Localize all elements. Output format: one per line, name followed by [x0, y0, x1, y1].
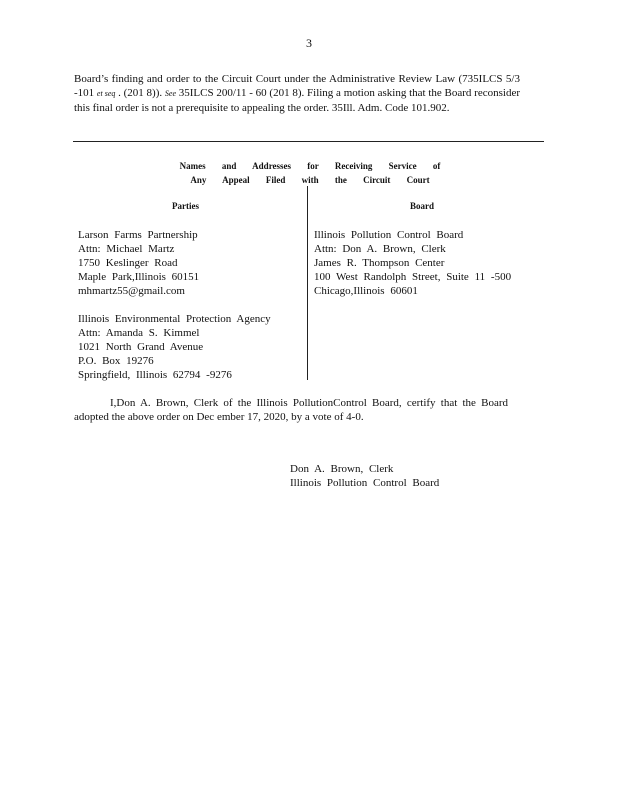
appeal-notice-text-2: . (201 8)).	[115, 87, 165, 99]
party-name: Illinois Environmental Protection Agency	[78, 313, 271, 325]
clerk-certification-paragraph: I,Don A. Brown, Clerk of the Illinois PollutionControl Board, certify that the Board adopted the above order on Dec ember 17, 2020, by a vote of 4-0.	[74, 397, 508, 423]
party-name: Larson Farms Partnership	[78, 229, 198, 241]
board-name: Illinois Pollution Control Board	[314, 229, 464, 241]
party-po-box: P.O. Box 19276	[78, 355, 154, 367]
party-street: 1750 Keslinger Road	[78, 257, 178, 269]
see-signal: See	[164, 89, 176, 98]
board-city-state-zip: Chicago,Illinois 60601	[314, 285, 418, 297]
service-heading-line-1: Names and Addresses for Receiving Service of	[179, 161, 441, 171]
page-number: 3	[306, 36, 312, 50]
board-street: 100 West Randolph Street, Suite 11 -500	[314, 271, 512, 283]
service-heading-line-2: Any Appeal Filed with the Circuit Court	[190, 175, 430, 185]
board-attention: Attn: Don A. Brown, Clerk	[314, 243, 446, 255]
board-column-header: Board	[410, 201, 435, 211]
board-address	[314, 228, 511, 298]
signature-block	[290, 462, 439, 490]
service-list-heading	[150, 159, 470, 187]
signer-title: Illinois Pollution Control Board	[290, 477, 440, 489]
horizontal-rule	[73, 141, 544, 142]
party-street: 1021 North Grand Avenue	[78, 341, 204, 353]
party-email: mhmartz55@gmail.com	[78, 285, 185, 297]
board-building: James R. Thompson Center	[314, 257, 445, 269]
party-attention: Attn: Michael Martz	[78, 243, 175, 255]
column-divider	[307, 186, 308, 380]
party-attention: Attn: Amanda S. Kimmel	[78, 327, 200, 339]
signer-name: Don A. Brown, Clerk	[290, 463, 394, 475]
et-seq-citation: et seq	[96, 89, 116, 98]
parties-column-header: Parties	[172, 201, 199, 211]
party-address-iepa	[78, 312, 271, 382]
party-city-state-zip: Maple Park,Illinois 60151	[78, 271, 200, 283]
appeal-notice-text-1: Board’s finding and order to the Circuit Court under the Administrative Review Law (735ILCS 5/3 -101	[74, 73, 520, 99]
appeal-notice-paragraph	[74, 72, 520, 115]
appeal-notice-text-3: 35ILCS 200/11 - 60 (201 8). Filing a motion asking that the Board reconsider this final order is not a prerequisite to appealing the order. 35Ill. Adm. Code 101.902.	[74, 87, 520, 114]
party-address-larson-farms	[78, 228, 199, 298]
party-city-state-zip: Springfield, Illinois 62794 -9276	[78, 369, 232, 381]
